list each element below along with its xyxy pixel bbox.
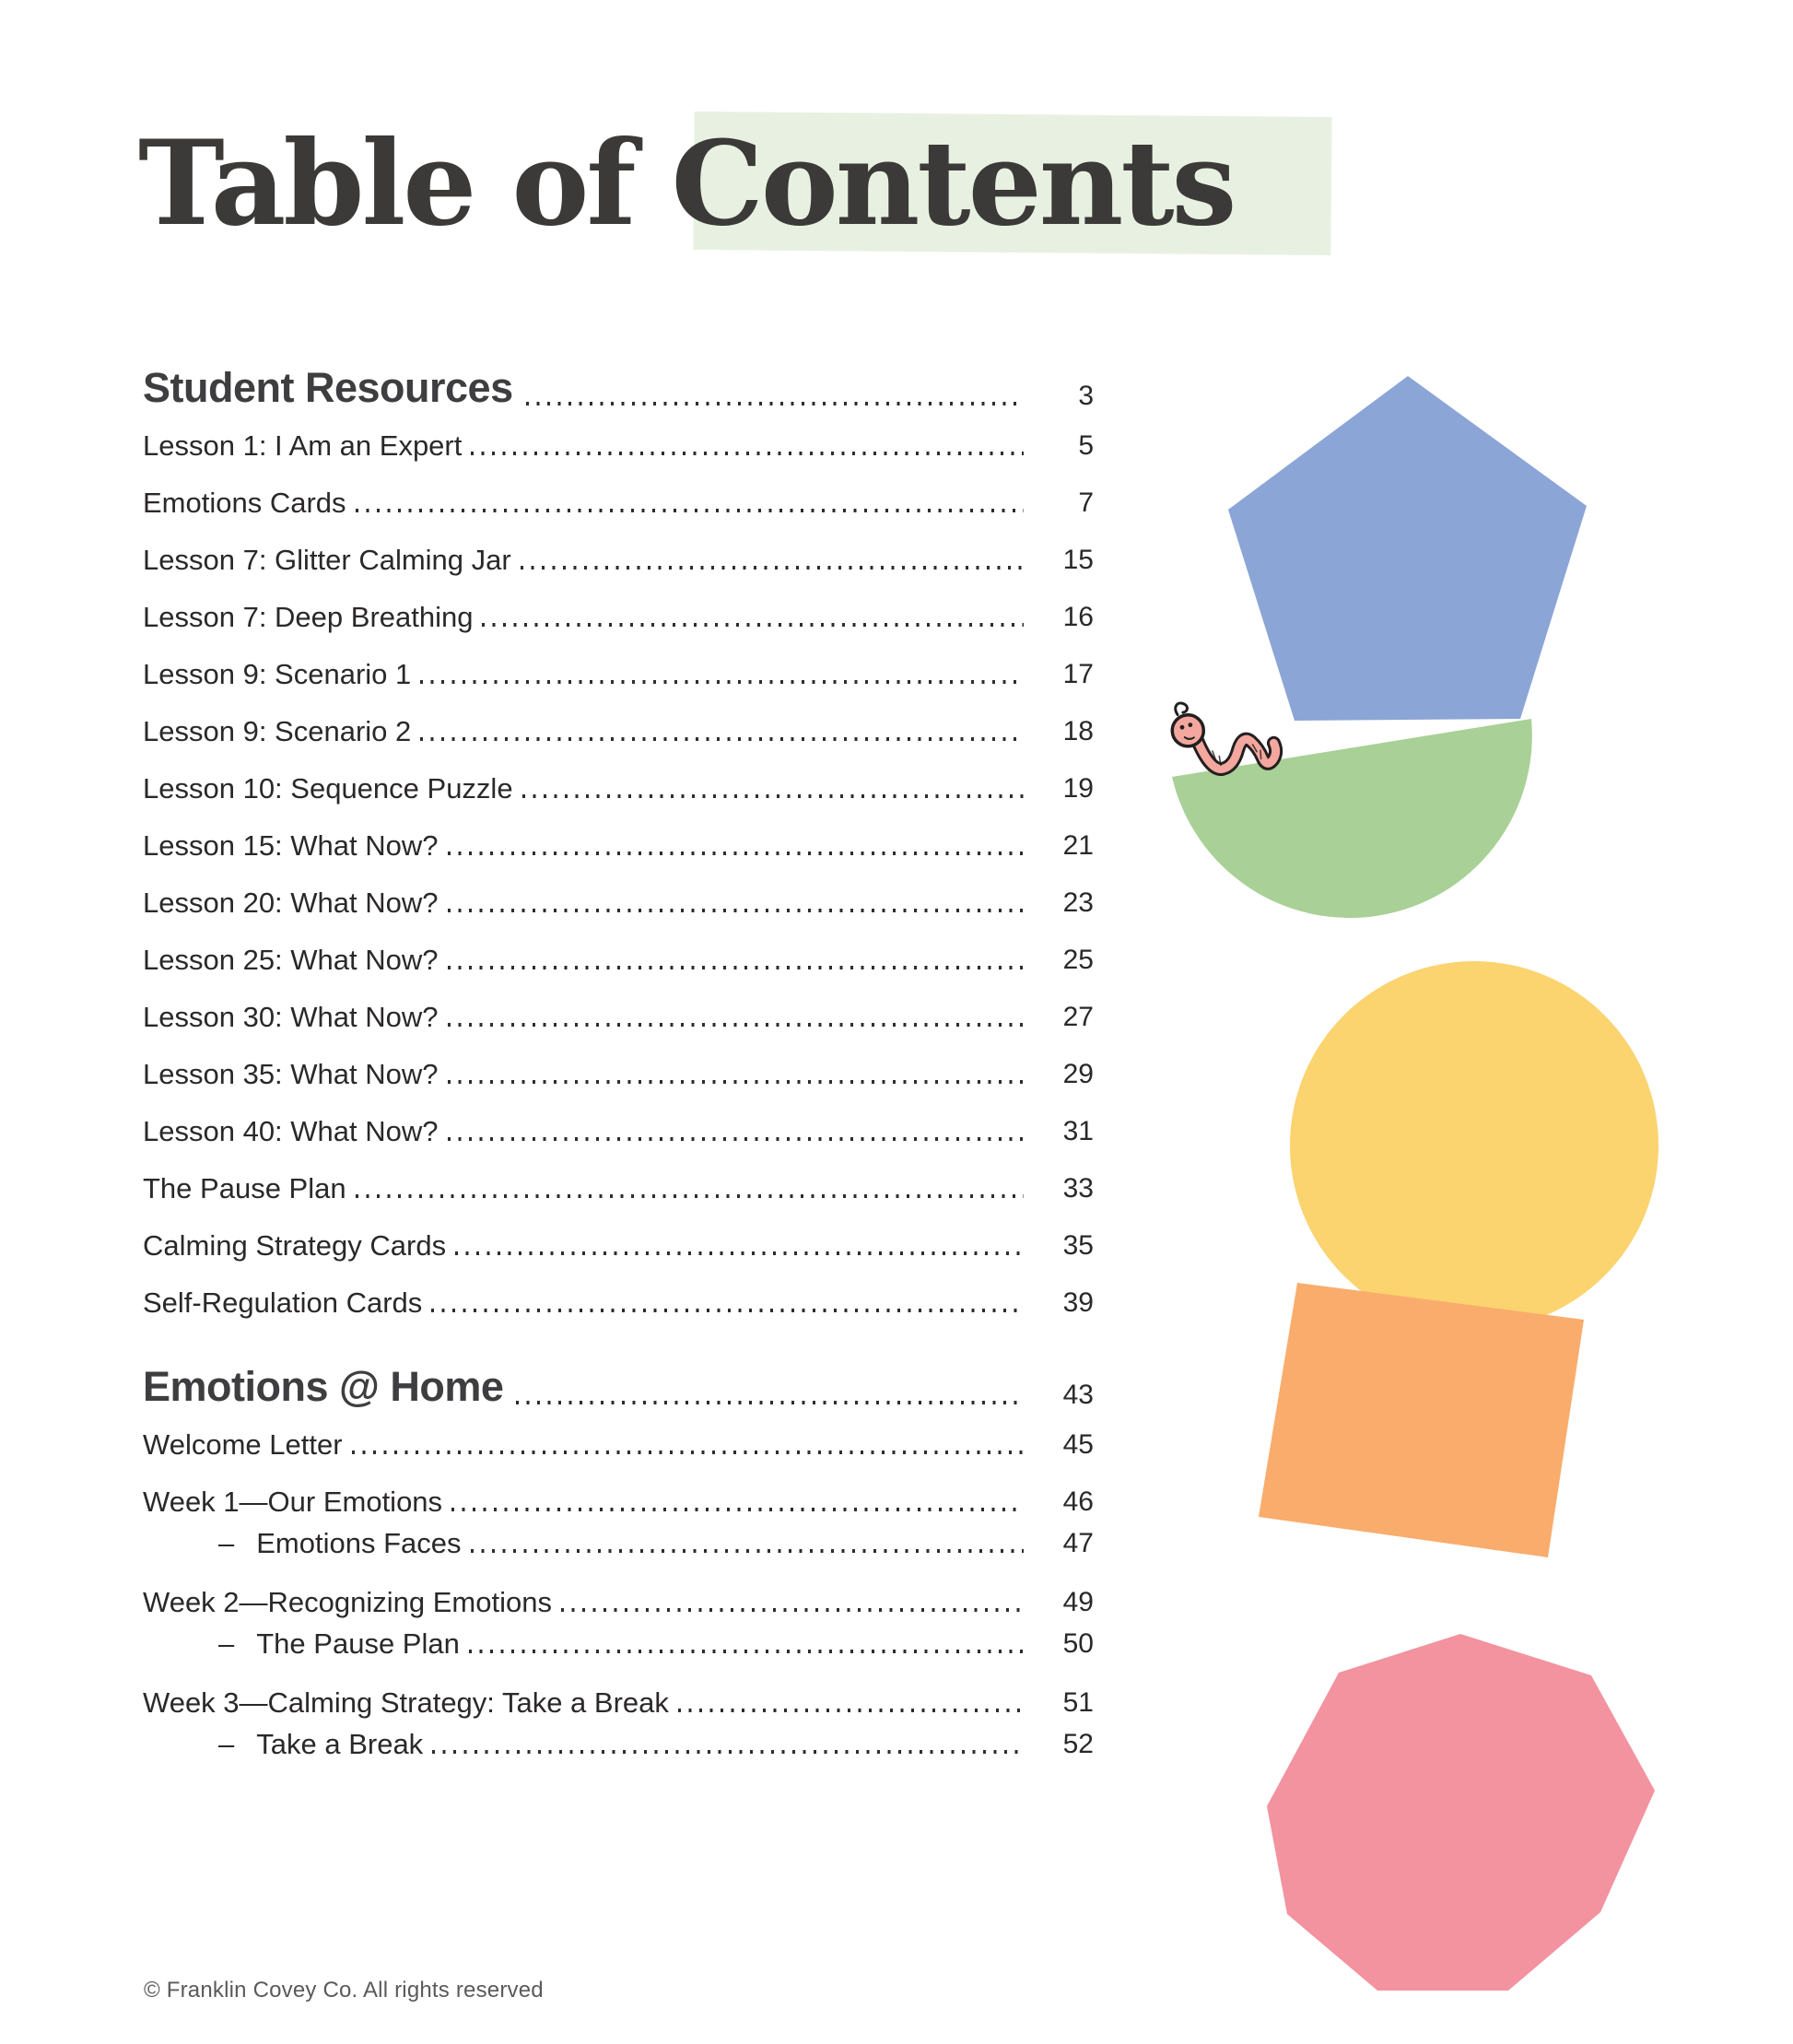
- toc-entry: [143, 544, 1094, 577]
- page-number: 15: [1062, 545, 1094, 575]
- worm-illustration: [1170, 697, 1277, 772]
- toc-entry: [143, 715, 1094, 748]
- dotted-leader: [455, 1251, 1024, 1255]
- toc-sub-entry: [143, 1527, 1094, 1560]
- page-number: 23: [1062, 887, 1094, 918]
- page-number: 47: [1062, 1528, 1094, 1558]
- page-number: 7: [1078, 488, 1094, 518]
- toc-entry: [143, 1001, 1094, 1034]
- page-title-prefix: Table of: [138, 115, 672, 252]
- sub-entry-dash: –: [218, 1728, 235, 1760]
- toc-entry: [143, 887, 1094, 920]
- page-number: 50: [1062, 1628, 1094, 1659]
- toc-label: Lesson 7: Deep Breathing: [143, 601, 474, 633]
- worm-body-outline: [1197, 734, 1277, 770]
- dotted-leader: [432, 1750, 1024, 1754]
- toc-entry: [143, 1428, 1094, 1462]
- dotted-leader: [356, 1194, 1024, 1198]
- page-number: 5: [1078, 430, 1094, 461]
- dotted-leader: [448, 1137, 1024, 1141]
- page-number: 17: [1062, 659, 1094, 689]
- toc-entry: [143, 1229, 1094, 1263]
- page-number: 46: [1062, 1486, 1094, 1517]
- toc-entry: [143, 658, 1094, 691]
- page-number: 27: [1062, 1002, 1094, 1032]
- dotted-leader: [448, 1023, 1024, 1027]
- dotted-leader: [448, 1080, 1024, 1084]
- page-number: 31: [1062, 1116, 1094, 1146]
- dotted-leader: [678, 1709, 1024, 1712]
- dotted-leader: [352, 1451, 1024, 1454]
- page-title: [138, 115, 1235, 252]
- toc-label: Lesson 15: What Now?: [143, 829, 439, 862]
- toc-label: Lesson 35: What Now?: [143, 1058, 439, 1090]
- dotted-leader: [420, 737, 1024, 741]
- page-number: 16: [1062, 602, 1094, 632]
- toc-label: Lesson 25: What Now?: [143, 944, 439, 976]
- sub-entry-dash: –: [218, 1627, 235, 1660]
- dotted-leader: [482, 623, 1024, 627]
- toc-entry: [143, 1058, 1094, 1091]
- heptagon-shape: [1267, 1634, 1655, 1991]
- page-number: 39: [1062, 1287, 1094, 1318]
- toc-label: Lesson 20: What Now?: [143, 887, 439, 919]
- toc-entry: [143, 1172, 1094, 1205]
- dotted-leader: [448, 909, 1024, 912]
- worm-eye-right: [1188, 722, 1192, 727]
- toc-sub-entry: [143, 1627, 1094, 1661]
- page-number: 49: [1062, 1587, 1094, 1617]
- dotted-leader: [516, 1401, 1024, 1404]
- dotted-leader: [431, 1309, 1024, 1312]
- copyright-notice: © Franklin Covey Co. All rights reserved: [144, 1978, 544, 2003]
- dotted-leader: [448, 852, 1024, 855]
- pentagon-shape: [1228, 376, 1587, 721]
- toc-label: The Pause Plan: [256, 1627, 460, 1660]
- toc-entry: [143, 1686, 1094, 1720]
- page-number: 52: [1062, 1729, 1094, 1759]
- toc-entry: [143, 1286, 1094, 1320]
- toc-label: Lesson 9: Scenario 1: [143, 658, 412, 690]
- dotted-leader: [471, 452, 1024, 455]
- toc-label: The Pause Plan: [143, 1172, 346, 1204]
- toc-label: Lesson 1: I Am an Expert: [143, 429, 463, 462]
- page-number: 51: [1062, 1687, 1094, 1718]
- toc-label: Lesson 7: Glitter Calming Jar: [143, 544, 511, 576]
- toc-label: Take a Break: [256, 1728, 424, 1760]
- page-number: 35: [1062, 1230, 1094, 1261]
- toc-label: Lesson 40: What Now?: [143, 1115, 439, 1147]
- toc-label: Emotions @ Home: [143, 1363, 504, 1410]
- toc-entry: [143, 944, 1094, 977]
- page-number: 19: [1062, 773, 1094, 804]
- dotted-leader: [420, 680, 1024, 684]
- dotted-leader: [522, 794, 1024, 798]
- toc-label: Week 1—Our Emotions: [143, 1486, 443, 1518]
- toc-label: Week 3—Calming Strategy: Take a Break: [143, 1686, 669, 1719]
- toc-label: Week 2—Recognizing Emotions: [143, 1586, 552, 1618]
- toc-label: Lesson 30: What Now?: [143, 1001, 439, 1033]
- dotted-leader: [356, 509, 1024, 512]
- worm-smile: [1185, 736, 1194, 739]
- worm-head: [1171, 714, 1204, 747]
- dotted-leader: [471, 1549, 1024, 1553]
- dotted-leader: [561, 1608, 1024, 1612]
- page-number: 45: [1062, 1429, 1094, 1460]
- toc-label: Emotions Cards: [143, 487, 346, 519]
- worm-body: [1197, 734, 1277, 770]
- toc-entry: [143, 772, 1094, 805]
- toc-label: Self-Regulation Cards: [143, 1286, 423, 1319]
- page-number: 21: [1062, 830, 1094, 861]
- toc-section-heading: [143, 1362, 1094, 1412]
- page-number: 29: [1062, 1059, 1094, 1089]
- toc-entry: [143, 487, 1094, 520]
- square-shape: [1259, 1283, 1584, 1557]
- worm-eye-left: [1179, 725, 1184, 730]
- toc-entry: [143, 1586, 1094, 1619]
- toc-entry: [143, 429, 1094, 463]
- dotted-leader: [448, 966, 1024, 969]
- toc-entry: [143, 1486, 1094, 1519]
- toc-label: Lesson 10: Sequence Puzzle: [143, 772, 513, 805]
- page-number: 3: [1078, 381, 1094, 411]
- toc-label: Student Resources: [143, 364, 513, 411]
- toc-entry: [143, 601, 1094, 634]
- toc-section-heading: [143, 363, 1094, 413]
- toc-label: Calming Strategy Cards: [143, 1229, 447, 1262]
- toc-entry: [143, 1115, 1094, 1148]
- toc-sub-entry: [143, 1728, 1094, 1761]
- table-of-contents: [143, 363, 1094, 1761]
- toc-label: Welcome Letter: [143, 1428, 343, 1461]
- page-number: 43: [1062, 1380, 1094, 1410]
- page-number: 25: [1062, 945, 1094, 975]
- sub-entry-dash: –: [218, 1527, 235, 1559]
- toc-label: Emotions Faces: [256, 1527, 462, 1559]
- toc-entry: [143, 829, 1094, 863]
- dotted-leader: [451, 1508, 1024, 1511]
- semicircle-shape: [1172, 719, 1532, 918]
- dotted-leader: [521, 566, 1024, 570]
- page-number: 18: [1062, 716, 1094, 746]
- dotted-leader: [469, 1650, 1024, 1653]
- page-number: 33: [1062, 1173, 1094, 1204]
- page-title-highlighted-word: Contents: [671, 115, 1235, 252]
- circle-shape: [1290, 961, 1658, 1330]
- toc-label: Lesson 9: Scenario 2: [143, 715, 412, 747]
- dotted-leader: [526, 402, 1024, 405]
